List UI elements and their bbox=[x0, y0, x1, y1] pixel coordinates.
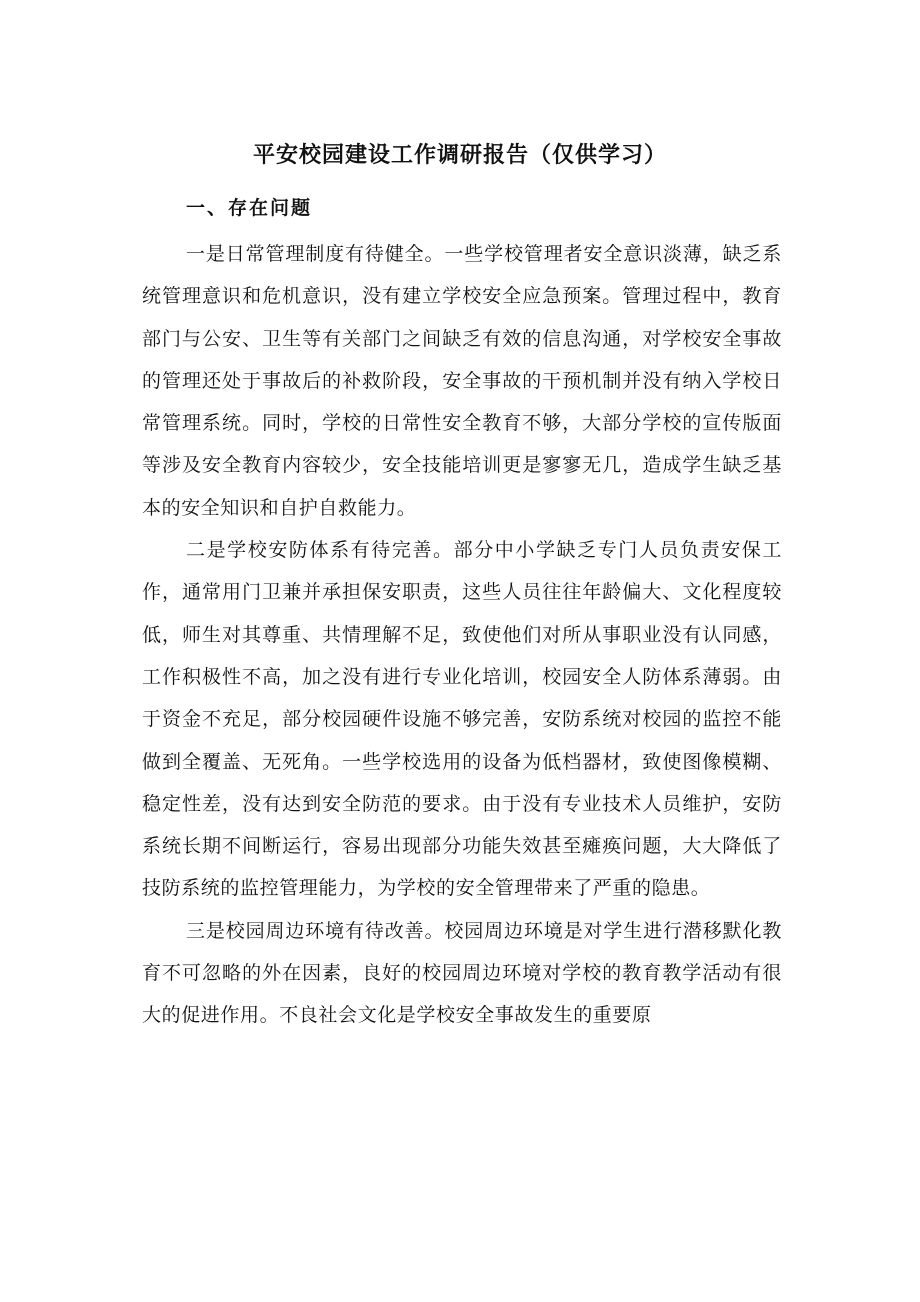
section-heading: 一、存在问题 bbox=[186, 197, 313, 219]
paragraph-security-system: 二是学校安防体系有待完善。部分中小学缺乏专门人员负责安保工作，通常用门卫兼并承担保安职责，这些人员往往年龄偏大、文化程度较低，师生对其尊重、共情理解不足，致使他们对所从事职业没有认同感，工作积极性不高，加之没有进行专业化培训，校园安全人防体系薄弱。由于资金不充足，部分校园硬件设施不够完善，安防系统对校园的监控不能做到全覆盖、无死角。一些学校选用的设备为低档器材，致使图像模糊、稳定性差，没有达到安全防范的要求。由于没有专业技术人员维护，安防系统长期不间断运行，容易出现部分功能失效甚至瘫痪问题，大大降低了技防系统的监控管理能力，为学校的安全管理带来了严重的隐患。 bbox=[142, 539, 782, 900]
paragraph-campus-environment: 三是校园周边环境有待改善。校园周边环境是对学生进行潜移默化教育不可忽略的外在因素，良好的校园周边环境对学校的教育教学活动有很大的促进作用。不良社会文化是学校安全事故发生的重要原 bbox=[142, 919, 782, 1027]
document-body bbox=[142, 233, 782, 1037]
paragraph-daily-management: 一是日常管理制度有待健全。一些学校管理者安全意识淡薄，缺乏系统管理意识和危机意识，没有建立学校安全应急预案。管理过程中，教育部门与公安、卫生等有关部门之间缺乏有效的信息沟通，对学校安全事故的管理还处于事故后的补救阶段，安全事故的干预机制并没有纳入学校日常管理系统。同时，学校的日常性安全教育不够，大部分学校的宣传版面等涉及安全教育内容较少，安全技能培训更是寥寥无几，造成学生缺乏基本的安全知识和自护自救能力。 bbox=[142, 243, 782, 519]
document-title: 平安校园建设工作调研报告（仅供学习） bbox=[252, 143, 667, 168]
